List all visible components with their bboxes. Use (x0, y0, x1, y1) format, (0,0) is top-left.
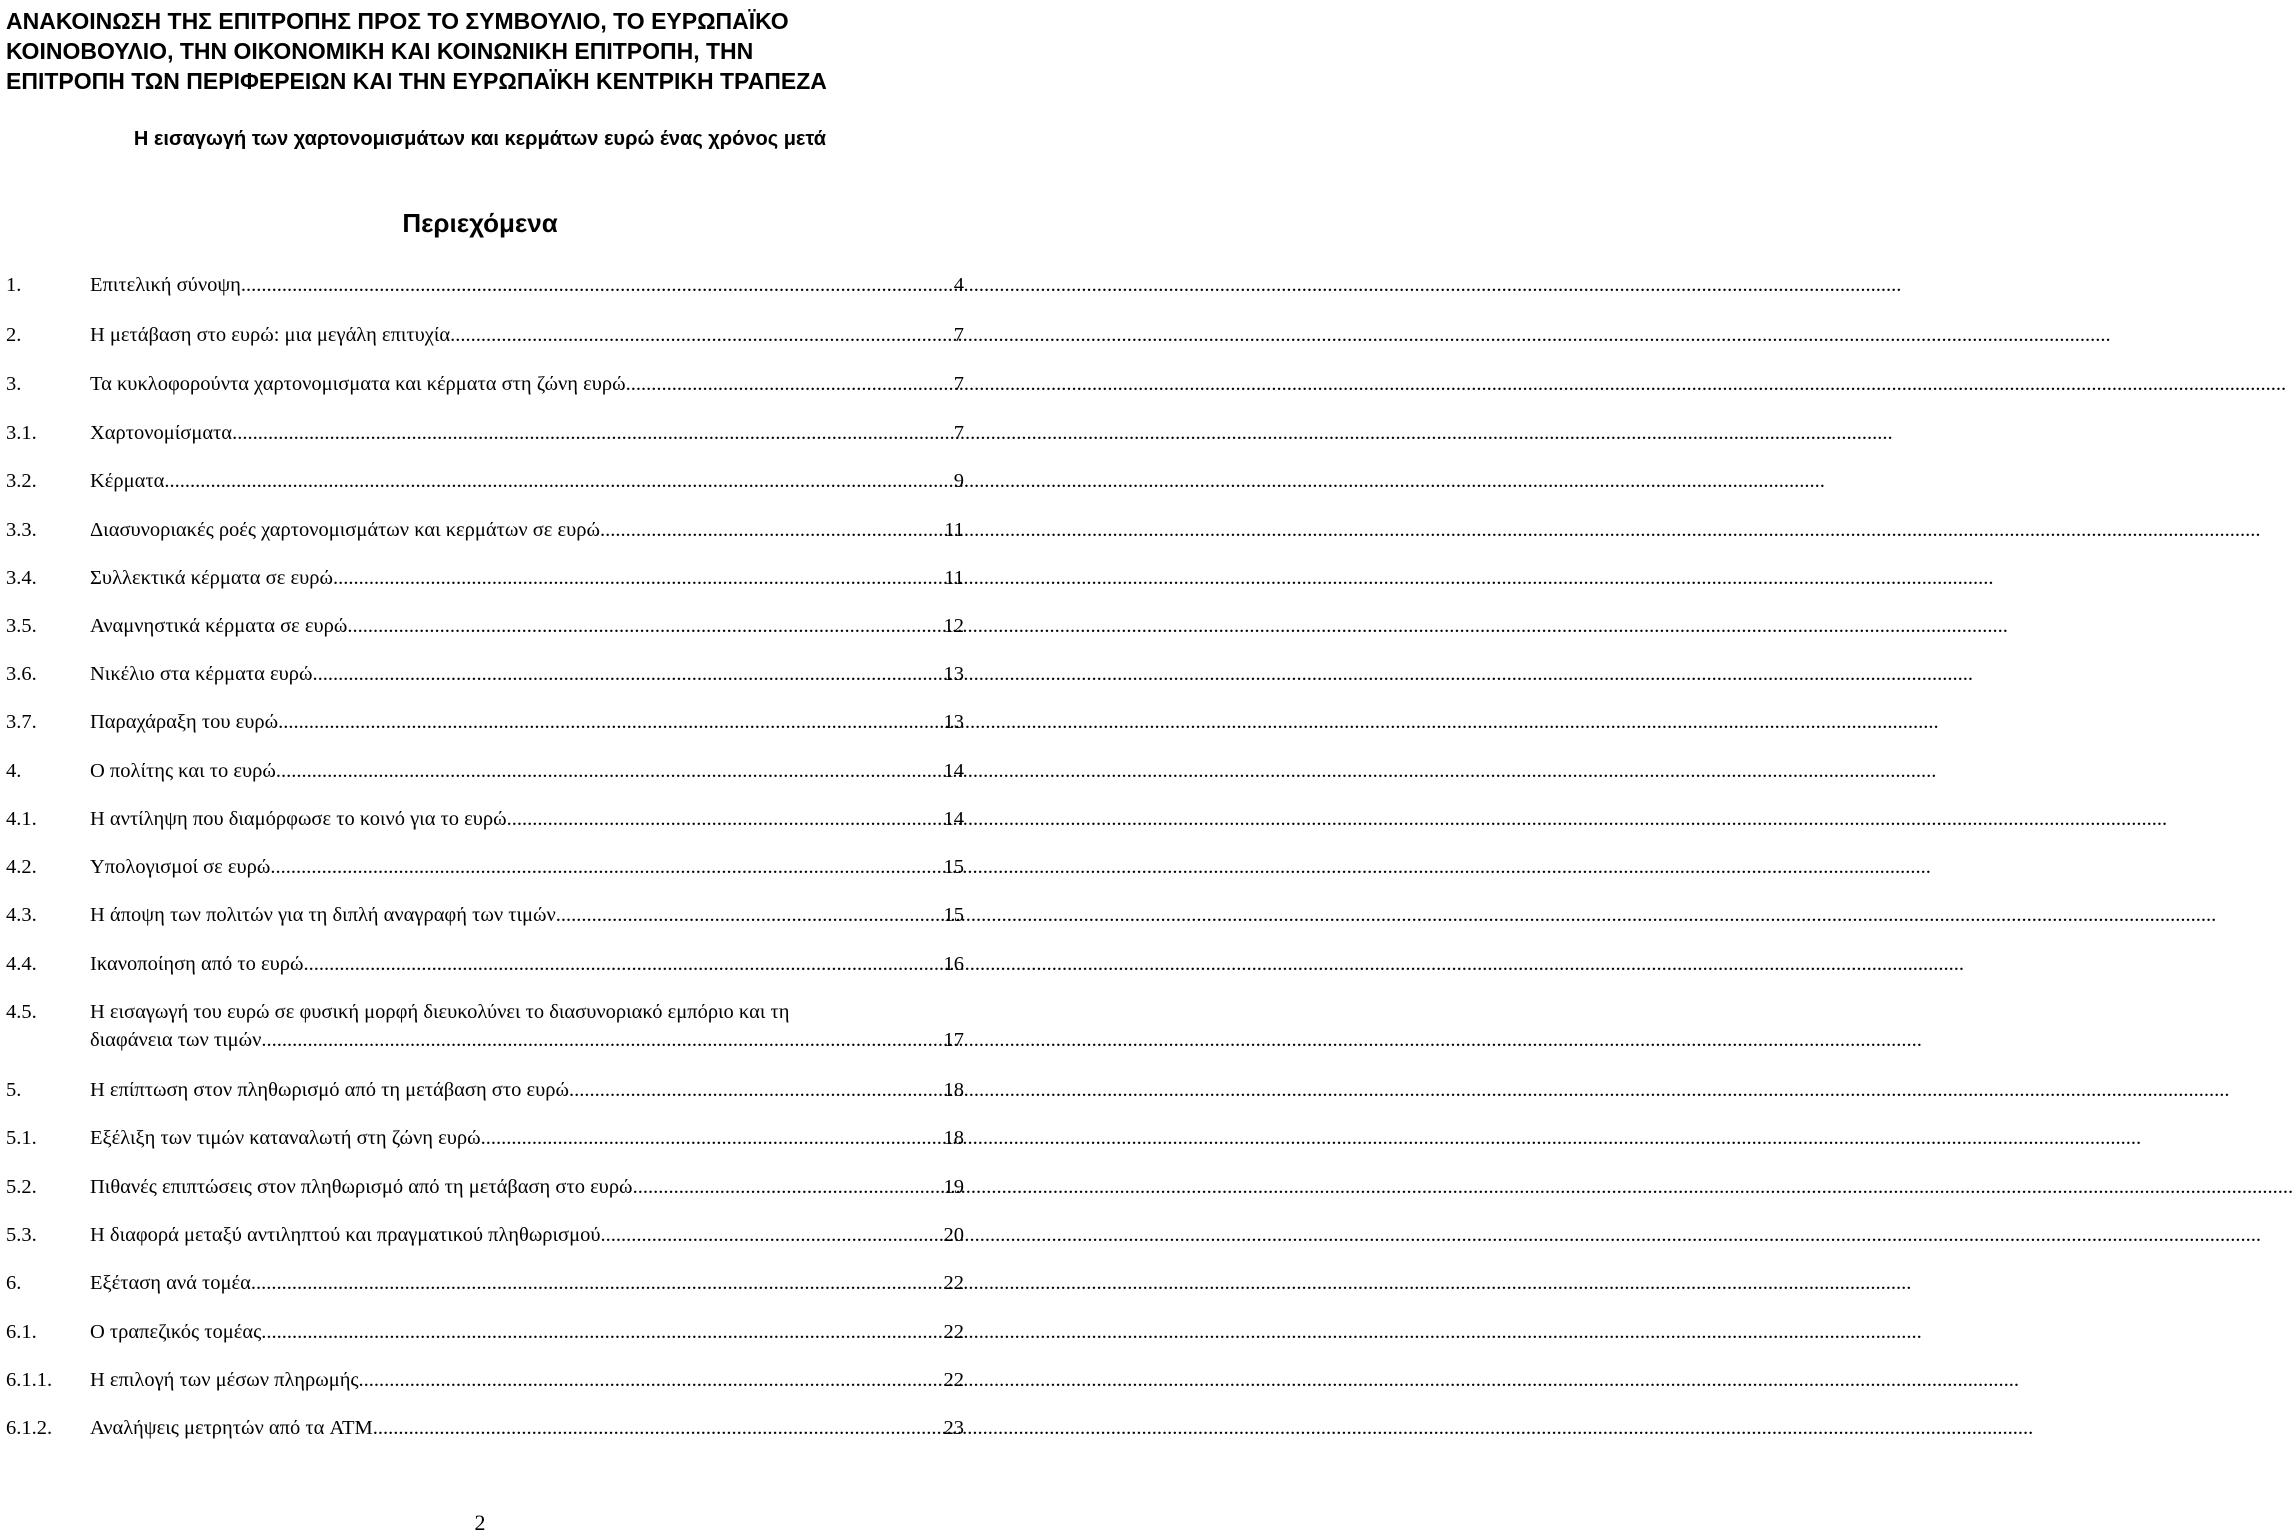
toc-entry-number: 3.5. (6, 615, 37, 637)
toc-entry-title: Ικανοποίηση από το ευρώ (90, 953, 304, 975)
heading-line: ΑΝΑΚΟΙΝΩΣΗ ΤΗΣ ΕΠΙΤΡΟΠΗΣ ΠΡΟΣ ΤΟ ΣΥΜΒΟΥΛΙΟ, ΤΟ ΕΥΡΩΠΑΪΚΟ (6, 8, 789, 34)
toc-entry[interactable] (6, 949, 964, 979)
toc-entry-number: 4. (6, 760, 22, 782)
toc-entry-number: 3.2. (6, 470, 37, 492)
toc-entry-number: 5. (6, 1079, 22, 1101)
toc-entry-title: Κέρματα (90, 470, 165, 492)
toc-entry[interactable] (6, 1365, 964, 1395)
toc-entry-page: 18 (943, 1127, 964, 1149)
toc-leader-dots (347, 611, 937, 641)
toc-entry-title: Η επιλογή των μέσων πληρωμής (90, 1369, 359, 1391)
toc-entry-title: Η αντίληψη που διαμόρφωσε το κοινό για το ευρώ (90, 808, 507, 830)
toc-leader-dots (278, 707, 937, 737)
toc-entry-number: 6. (6, 1272, 22, 1294)
heading-line: ΚΟΙΝΟΒΟΥΛΙΟ, ΤΗΝ ΟΙΚΟΝΟΜΙΚΗ ΚΑΙ ΚΟΙΝΩΝΙΚΗ ΕΠΙΤΡΟΠΗ, ΤΗΝ (6, 38, 754, 64)
toc-leader-dots (600, 515, 938, 545)
toc-entry-title: Η άποψη των πολιτών για τη διπλή αναγραφή των τιμών (90, 904, 556, 926)
toc-entry-page: 19 (943, 1176, 964, 1198)
toc-entry[interactable] (6, 1220, 964, 1250)
toc-entry-number: 3.7. (6, 711, 37, 733)
toc-entry-page: 14 (943, 760, 964, 782)
toc-entry[interactable] (6, 852, 964, 882)
toc-entry-page: 16 (943, 953, 964, 975)
toc-entry-page: 15 (943, 856, 964, 878)
toc-entry-number: 4.4. (6, 953, 37, 975)
toc-entry-page: 14 (943, 808, 964, 830)
toc-leader-dots (251, 1268, 938, 1298)
toc-entry[interactable] (6, 900, 964, 930)
toc-entry-number: 3.1. (6, 422, 37, 444)
document-subtitle: Η εισαγωγή των χαρτονομισμάτων και κερμάτων ευρώ ένας χρόνος μετά (133, 128, 827, 150)
toc-leader-dots (304, 949, 938, 979)
toc-entry[interactable] (6, 756, 964, 786)
toc-leader-dots (333, 563, 938, 593)
toc-entry-title: Τα κυκλοφορούντα χαρτονομισματα και κέρματα στη ζώνη ευρώ (90, 373, 626, 395)
toc-entry[interactable] (6, 515, 964, 545)
toc-entry-page: 13 (943, 711, 964, 733)
toc-entry-title: διαφάνεια των τιμών (90, 1029, 262, 1051)
toc-leader-dots (261, 1025, 937, 1055)
toc-entry-page: 17 (943, 1029, 964, 1051)
toc-leader-dots (556, 900, 938, 930)
toc-entry-title: Ο τραπεζικός τομέας (90, 1321, 262, 1343)
toc-entry-number: 5.3. (6, 1224, 37, 1246)
toc-leader-dots (569, 1075, 938, 1105)
toc-entry-title: Χαρτονομίσματα (90, 422, 233, 444)
toc-entry-page: 22 (943, 1321, 964, 1343)
toc-leader-dots (261, 1317, 937, 1347)
toc-entry-number: 6.1. (6, 1321, 37, 1343)
toc-entry-title: Η διαφορά μεταξύ αντιληπτού και πραγματικού πληθωρισμού (90, 1224, 601, 1246)
toc-entry-number: 5.1. (6, 1127, 37, 1149)
toc-entry-title: Διασυνοριακές ροές χαρτονομισμάτων και κερμάτων σε ευρώ (90, 519, 601, 541)
toc-entry[interactable] (6, 1317, 964, 1347)
toc-entry-number: 4.1. (6, 808, 37, 830)
toc-entry-page: 11 (944, 567, 964, 589)
toc-entry-page: 20 (943, 1224, 964, 1246)
toc-entry[interactable] (6, 997, 964, 1055)
toc-entry-page: 23 (943, 1417, 964, 1439)
toc-leader-dots (633, 1172, 938, 1202)
toc-entry[interactable] (6, 707, 964, 737)
toc-entry-page: 7 (953, 422, 964, 444)
toc-entry[interactable] (6, 611, 964, 641)
toc-leader-dots (164, 466, 947, 496)
toc-entry-number: 4.2. (6, 856, 37, 878)
toc-entry-title: Εξέταση ανά τομέα (90, 1272, 251, 1294)
toc-entry[interactable] (6, 270, 964, 300)
toc-entry-number: 4.5. (6, 1001, 37, 1023)
toc-entry[interactable] (6, 1075, 964, 1105)
toc-entry-page: 4 (953, 274, 964, 296)
toc-entry-page: 11 (944, 519, 964, 541)
toc-entry[interactable] (6, 418, 964, 448)
toc-leader-dots (507, 804, 938, 834)
toc-leader-dots (276, 756, 938, 786)
toc-entry[interactable] (6, 1172, 964, 1202)
toc-entry-title: Πιθανές επιπτώσεις στον πληθωρισμό από τη μετάβαση στο ευρώ (90, 1176, 633, 1198)
toc-entry-title: Συλλεκτικά κέρματα σε ευρώ (90, 567, 333, 589)
toc-entry-number: 2. (6, 324, 22, 346)
toc-entry[interactable] (6, 1268, 964, 1298)
toc-entry[interactable] (6, 804, 964, 834)
toc-entry[interactable] (6, 369, 964, 399)
toc-entry[interactable] (6, 563, 964, 593)
toc-entry-title: Αναμνηστικά κέρματα σε ευρώ (90, 615, 348, 637)
toc-entry-title: Αναλήψεις μετρητών από τα ATM (90, 1417, 373, 1439)
toc-entry[interactable] (6, 320, 964, 350)
toc-leader-dots (359, 1365, 938, 1395)
toc-leader-dots (241, 270, 948, 300)
toc-entry[interactable] (6, 1413, 964, 1443)
toc-entry-page: 22 (943, 1272, 964, 1294)
toc-entry[interactable] (6, 466, 964, 496)
toc-entry-title: Παραχάραξη του ευρώ (90, 711, 279, 733)
toc-entry-number: 4.3. (6, 904, 37, 926)
toc-entry-number: 3.4. (6, 567, 37, 589)
toc-entry-number: 6.1.2. (6, 1417, 53, 1439)
toc-leader-dots (601, 1220, 938, 1250)
toc-entry-page: 15 (943, 904, 964, 926)
toc-entry-number: 3. (6, 373, 22, 395)
toc-entry-title: Ο πολίτης και το ευρώ (90, 760, 276, 782)
toc-entry-page: 7 (953, 324, 964, 346)
toc-entry-page: 9 (953, 470, 964, 492)
toc-leader-dots (626, 369, 948, 399)
toc-entry[interactable] (6, 659, 964, 689)
toc-entry-title: Επιτελική σύνοψη (90, 274, 241, 296)
toc-entry-title: Εξέλιξη των τιμών καταναλωτή στη ζώνη ευρώ (90, 1127, 481, 1149)
toc-leader-dots (270, 852, 937, 882)
page-number: 2 (474, 1510, 486, 1535)
toc-entry-title: Η μετάβαση στο ευρώ: μια μεγάλη επιτυχία (90, 324, 451, 346)
toc-entry-number: 5.2. (6, 1176, 37, 1198)
document-heading (6, 6, 956, 96)
toc-entry-title: Η επίπτωση στον πληθωρισμό από τη μετάβαση στο ευρώ (90, 1079, 569, 1101)
toc-entry-number: 1. (6, 274, 22, 296)
toc-entry-title: Νικέλιο στα κέρματα ευρώ (90, 663, 313, 685)
toc-entry-number: 3.6. (6, 663, 37, 685)
toc-entry-page: 12 (943, 615, 964, 637)
toc-leader-dots (450, 320, 948, 350)
toc-title: Περιεχόμενα (402, 208, 558, 238)
toc-entry-number: 6.1.1. (6, 1369, 53, 1391)
toc-entry-page: 7 (953, 373, 964, 395)
toc-entry[interactable] (6, 1123, 964, 1153)
toc-entry-title-first-line: Η εισαγωγή του ευρώ σε φυσική μορφή διευκολύνει το διασυνοριακό εμπόριο και τη (90, 1001, 790, 1023)
heading-line: ΕΠΙΤΡΟΠΗ ΤΩΝ ΠΕΡΙΦΕΡΕΙΩΝ ΚΑΙ ΤΗΝ ΕΥΡΩΠΑΪΚΗ ΚΕΝΤΡΙΚΗ ΤΡΑΠΕΖΑ (6, 68, 827, 94)
toc-leader-dots (232, 418, 948, 448)
toc-entry-page: 22 (943, 1369, 964, 1391)
toc-entry-page: 13 (943, 663, 964, 685)
toc-leader-dots (312, 659, 937, 689)
toc-leader-dots (373, 1413, 938, 1443)
toc-entry-page: 18 (943, 1079, 964, 1101)
toc-entry-title: Υπολογισμοί σε ευρώ (90, 856, 271, 878)
toc-entry-number: 3.3. (6, 519, 37, 541)
toc-leader-dots (481, 1123, 938, 1153)
